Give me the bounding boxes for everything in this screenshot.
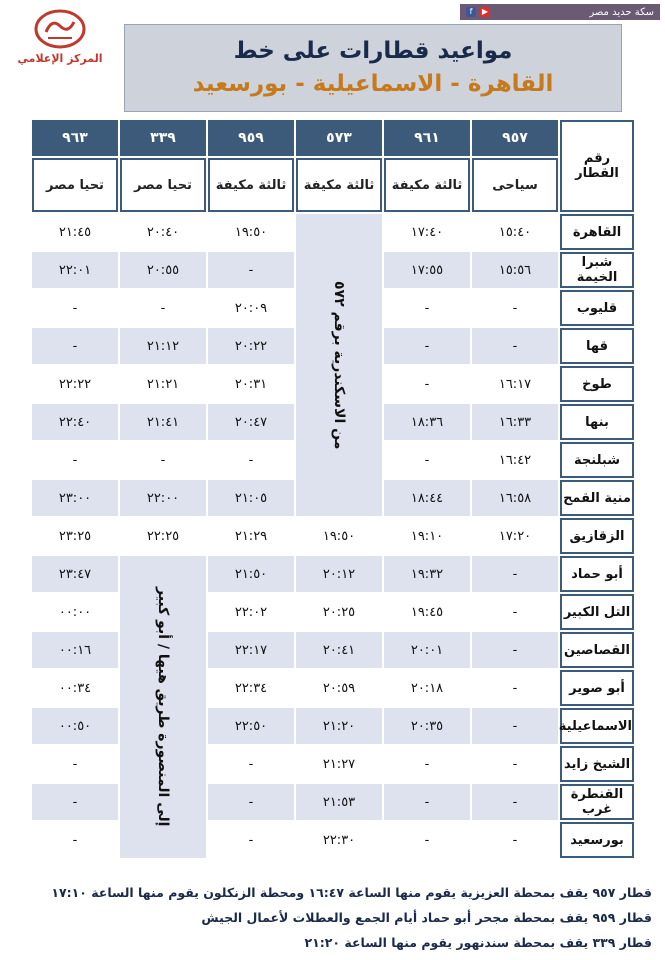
train-type: سياحى [472,158,558,212]
time-cell: ١٧:٥٥ [384,252,470,288]
time-cell: - [472,822,558,858]
time-cell: ١٩:١٠ [384,518,470,554]
time-cell: - [384,442,470,478]
time-cell: ١٩:٣٢ [384,556,470,592]
station-name: بورسعيد [560,822,634,858]
time-cell: - [32,746,118,782]
merged-note-cell-573 [296,214,382,516]
time-cell: ١٦:٤٢ [472,442,558,478]
station-name: التل الكبير [560,594,634,630]
time-cell: - [384,328,470,364]
time-cell: ٢٢:٢٢ [32,366,118,402]
table-row [32,556,634,592]
footnotes [20,880,652,955]
time-cell: - [208,784,294,820]
station-name: الاسماعيلية [560,708,634,744]
time-cell: ٠٠:٣٤ [32,670,118,706]
time-cell: ٢١:٤٥ [32,214,118,250]
time-cell: - [472,594,558,630]
time-cell: - [384,822,470,858]
time-cell: ٢٠:٤٧ [208,404,294,440]
time-cell: ٢٠:٤١ [296,632,382,668]
station-name: الزقازيق [560,518,634,554]
logo-emblem-icon [34,8,86,50]
time-cell: ١٦:٥٨ [472,480,558,516]
train-type: تحيا مصر [120,158,206,212]
time-cell: ١٨:٤٤ [384,480,470,516]
youtube-icon: ▶ [481,7,489,16]
page-name: سكة حديد مصر [589,6,654,18]
time-cell: - [32,822,118,858]
time-cell: ٢٠:٥٩ [296,670,382,706]
time-cell: ١٩:٥٠ [296,518,382,554]
time-cell: ٢٠:١٨ [384,670,470,706]
time-cell: ٢٢:٤٠ [32,404,118,440]
time-cell: ٢٣:٠٠ [32,480,118,516]
time-cell: - [384,366,470,402]
train-number: ٩٦٣ [32,120,118,156]
time-cell: ٢٢:٠٢ [208,594,294,630]
time-cell: - [208,822,294,858]
time-cell: ٢٠:٢٢ [208,328,294,364]
time-cell: ٢١:٥٠ [208,556,294,592]
time-cell: - [472,670,558,706]
time-cell: - [32,290,118,326]
station-name: أبو صوير [560,670,634,706]
time-cell: ٢١:٢٧ [296,746,382,782]
time-cell: ٢٠:٥٥ [120,252,206,288]
station-name: الشيخ زايد [560,746,634,782]
station-name: قليوب [560,290,634,326]
time-cell: ٢١:١٢ [120,328,206,364]
footnote: قطار ٩٥٩ يقف بمحطة مجحر أبو حماد أيام الجمع والعطلات لأعمال الجيش [201,910,652,925]
station-name: بنها [560,404,634,440]
station-name: قها [560,328,634,364]
time-cell: - [472,328,558,364]
time-cell: ٢٠:٠١ [384,632,470,668]
time-cell: ٢١:٢١ [120,366,206,402]
time-cell: ٢٠:٣٥ [384,708,470,744]
time-cell: - [472,632,558,668]
time-cell: - [472,746,558,782]
time-cell: ٢٣:٤٧ [32,556,118,592]
title-line-1: مواعيد قطارات على خط [233,38,513,64]
station-name: شبرا الخيمة [560,252,634,288]
train-type: ثالثة مكيفة [208,158,294,212]
schedule-table [30,118,636,860]
train-number: ٩٦١ [384,120,470,156]
time-cell: ١٦:٣٣ [472,404,558,440]
time-cell: - [384,784,470,820]
station-name: أبو حماد [560,556,634,592]
station-name: طوخ [560,366,634,402]
time-cell: - [208,442,294,478]
train-type: ثالثة مكيفة [384,158,470,212]
time-cell: - [32,442,118,478]
title-line-2: القاهرة - الاسماعيلية - بورسعيد [192,71,554,97]
time-cell: - [120,290,206,326]
time-cell: ٢١:٢٩ [208,518,294,554]
time-cell: ٢٣:٢٥ [32,518,118,554]
time-cell: ١٩:٥٠ [208,214,294,250]
time-cell: - [472,784,558,820]
time-cell: - [472,556,558,592]
time-cell: - [32,328,118,364]
time-cell: - [208,252,294,288]
time-cell: - [32,784,118,820]
time-cell: ١٦:١٧ [472,366,558,402]
time-cell: ١٥:٤٠ [472,214,558,250]
time-cell: ٢٠:١٢ [296,556,382,592]
time-cell: - [384,746,470,782]
table-row [32,214,634,250]
station-name: منية القمح [560,480,634,516]
time-cell: ٢٠:٠٩ [208,290,294,326]
header-row-types [32,158,634,212]
footnote: قطار ٩٥٧ يقف بمحطة العزيزية يقوم منها الساعة ١٦:٤٧ ومحطة الزنكلون يقوم منها الساعة ١٧:١٠ [51,885,652,900]
route-note: إلى المنصورة طريق هيها / أبو كبير [155,587,171,827]
station-name: القنطرة غرب [560,784,634,820]
train-type: ثالثة مكيفة [296,158,382,212]
time-cell: ٢٢:٠٠ [120,480,206,516]
table-row [32,518,634,554]
time-cell: ٢٠:٣١ [208,366,294,402]
time-cell: - [472,290,558,326]
train-number: ٣٣٩ [120,120,206,156]
footnote: قطار ٣٣٩ يقف بمحطة سندنهور يقوم منها الساعة ٢١:٢٠ [304,935,652,950]
station-name: القصاصين [560,632,634,668]
time-cell: ٢٢:٠١ [32,252,118,288]
station-name: شبلنجة [560,442,634,478]
train-number: ٩٥٩ [208,120,294,156]
time-cell: ١٧:٤٠ [384,214,470,250]
header-row-numbers [32,120,634,156]
time-cell: - [120,442,206,478]
time-cell: ٢١:٢٠ [296,708,382,744]
time-cell: ٠٠:٥٠ [32,708,118,744]
time-cell: ٢٠:٢٥ [296,594,382,630]
time-cell: - [208,746,294,782]
route-note: من الاسكندرية برقم ٥٧٢ [331,280,347,450]
time-cell: ٢١:٠٥ [208,480,294,516]
title-box [124,24,622,112]
time-cell: ٢١:٥٣ [296,784,382,820]
time-cell: ٢١:٤١ [120,404,206,440]
time-cell: ٢٠:٤٠ [120,214,206,250]
time-cell: ٢٢:٣٠ [296,822,382,858]
train-number: ٥٧٣ [296,120,382,156]
merged-note-cell-339 [120,556,206,858]
time-cell: - [472,708,558,744]
logo-org-name: المركز الإعلامي [17,52,103,65]
time-cell: ٢٢:١٧ [208,632,294,668]
time-cell: ٢٢:٣٤ [208,670,294,706]
time-cell: ٠٠:٠٠ [32,594,118,630]
time-cell: ١٥:٥٦ [472,252,558,288]
social-icons [466,7,490,17]
time-cell: - [384,290,470,326]
header-label-cell: رقم القطار [560,120,634,212]
time-cell: ١٨:٣٦ [384,404,470,440]
train-number: ٩٥٧ [472,120,558,156]
time-cell: ١٧:٢٠ [472,518,558,554]
logo [6,8,114,70]
time-cell: ١٩:٤٥ [384,594,470,630]
time-cell: ٢٢:٥٠ [208,708,294,744]
time-cell: ٢٢:٢٥ [120,518,206,554]
social-page-bar [460,4,660,20]
station-name: القاهرة [560,214,634,250]
train-type: تحيا مصر [32,158,118,212]
time-cell: ٠٠:١٦ [32,632,118,668]
facebook-icon: f [466,7,476,17]
